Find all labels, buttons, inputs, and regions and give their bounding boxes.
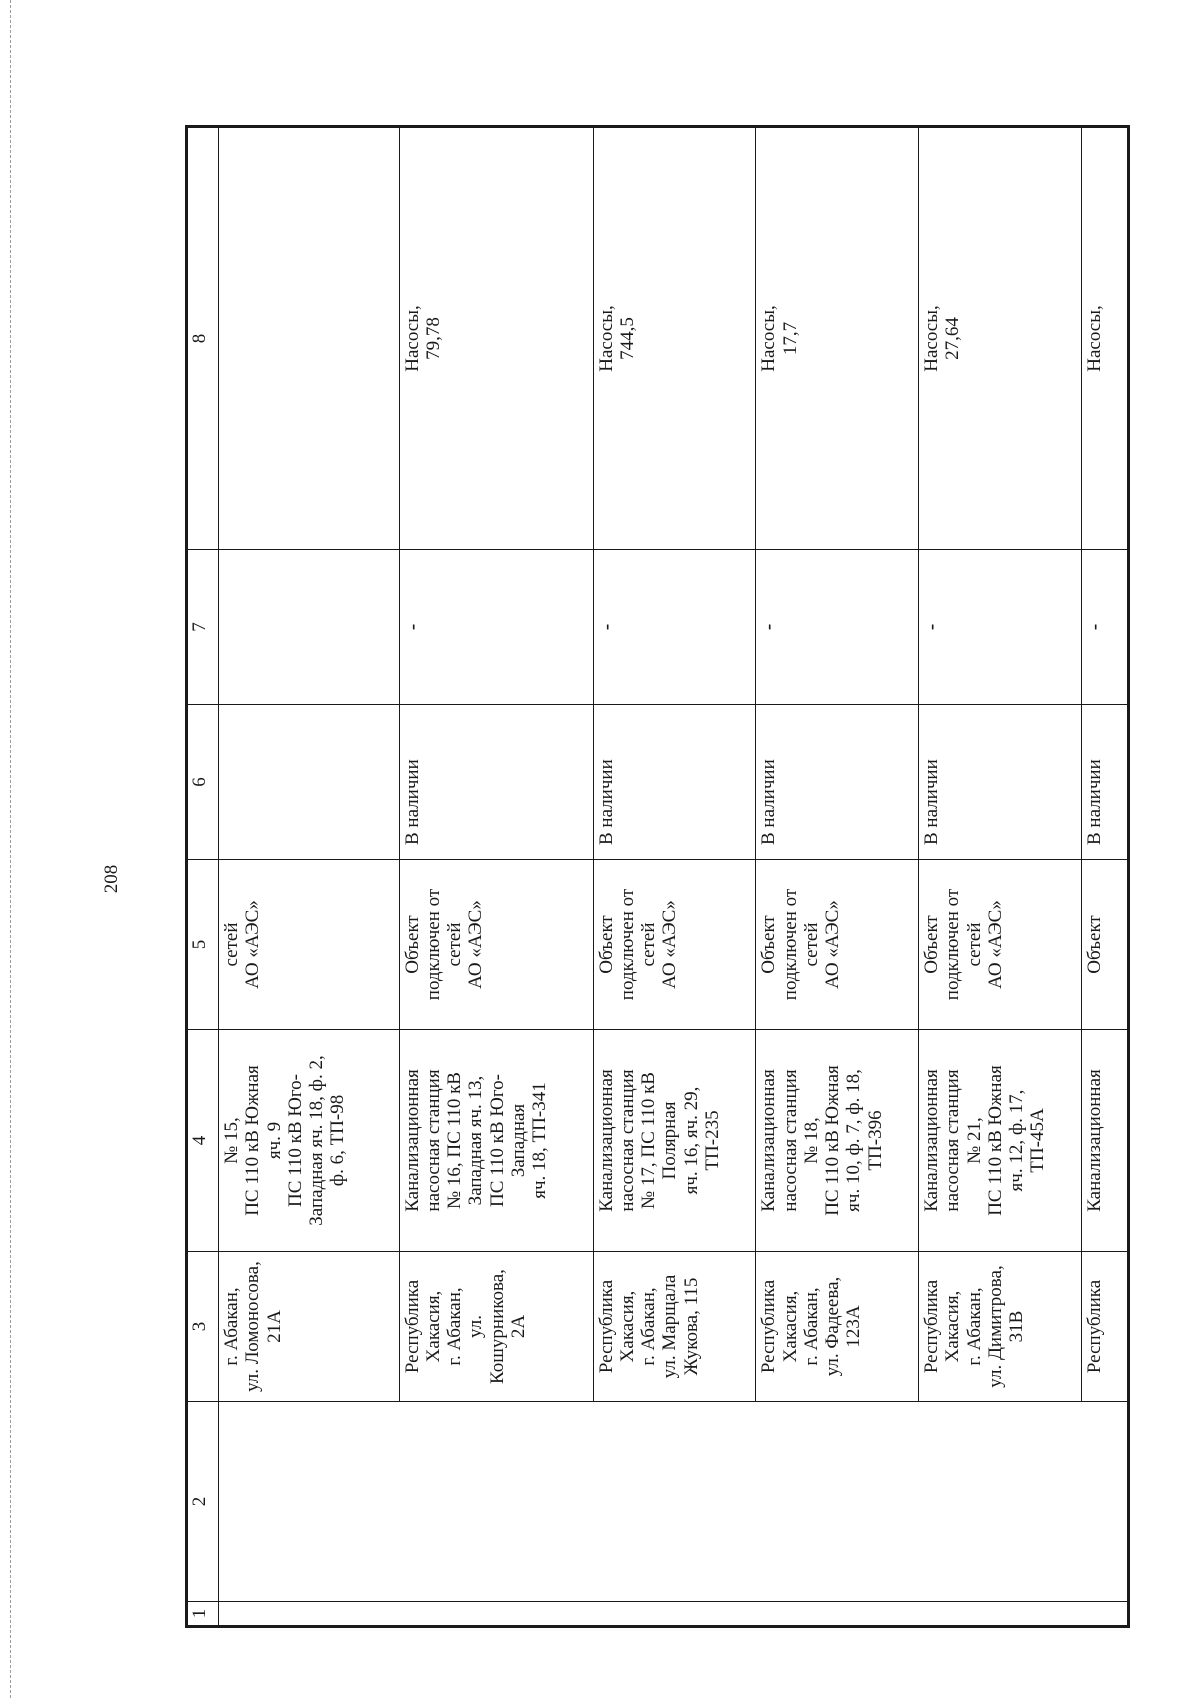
cell-text-line: 31В bbox=[1006, 1310, 1028, 1343]
cell-text-line: Объект bbox=[595, 915, 617, 974]
cell-text-line: № 17, ПС 110 кВ bbox=[638, 1072, 660, 1209]
cell-col-5 bbox=[756, 860, 919, 1030]
cell-text-line: Республика bbox=[401, 1279, 423, 1374]
cell-col-4 bbox=[756, 1030, 919, 1252]
column-header-2: 2 bbox=[187, 1402, 219, 1602]
cell-text-line: Полярная bbox=[659, 1101, 681, 1180]
cell-text-line: подключен от bbox=[422, 888, 444, 1001]
cell-text-line: насосная станция bbox=[779, 1069, 801, 1212]
column-header-1: 1 bbox=[187, 1602, 219, 1627]
cell-text-line: г. Абакан, bbox=[638, 1287, 660, 1366]
cell-text-line: Канализационная bbox=[758, 1069, 780, 1212]
cell-text-line: Канализационная bbox=[401, 1069, 423, 1212]
cell-text-line: Западная яч. 13, bbox=[465, 1075, 487, 1206]
cell-text-line: г. Абакан, bbox=[800, 1287, 822, 1366]
cell-col-1 bbox=[219, 1602, 400, 1627]
cell-col-7: - bbox=[756, 550, 919, 705]
scan-edge-line bbox=[10, 0, 11, 1698]
cell-text-line: 2А bbox=[507, 1314, 529, 1339]
cell-col-6 bbox=[219, 705, 400, 860]
cell-col-7: - bbox=[593, 550, 756, 705]
cell-col-5 bbox=[399, 860, 593, 1030]
cell-text-line: Хакасия, bbox=[616, 1290, 638, 1363]
cell-col-3 bbox=[1081, 1252, 1128, 1402]
cell-text-line: АО «АЭС» bbox=[984, 900, 1006, 989]
cell-text-line: ул. Марщала bbox=[659, 1274, 681, 1379]
cell-text-line: АО «АЭС» bbox=[465, 900, 487, 989]
cell-text-line: Республика bbox=[1083, 1279, 1105, 1374]
cell-text-line: Канализационная bbox=[595, 1069, 617, 1212]
cell-text-line: Канализационная bbox=[921, 1069, 943, 1212]
cell-col-2 bbox=[919, 1402, 1082, 1602]
cell-text-line: 27,64 bbox=[942, 317, 964, 360]
cell-col-3 bbox=[593, 1252, 756, 1402]
table-row bbox=[399, 127, 593, 1627]
cell-text-line: ул. Кошурникова, bbox=[465, 1269, 508, 1384]
cell-text-line: АО «АЭС» bbox=[822, 900, 844, 989]
table-row bbox=[1081, 127, 1128, 1627]
column-header-4: 4 bbox=[187, 1030, 219, 1252]
cell-text-line: Западная bbox=[507, 1103, 529, 1178]
cell-col-4 bbox=[593, 1030, 756, 1252]
cell-text-line: Насосы, bbox=[595, 305, 617, 372]
cell-text-line: яч. 16, яч. 29, bbox=[680, 1086, 702, 1195]
column-header-3: 3 bbox=[187, 1252, 219, 1402]
cell-col-2 bbox=[1081, 1402, 1128, 1602]
cell-text-line: сетей bbox=[638, 922, 660, 967]
table-body bbox=[219, 127, 1129, 1627]
cell-text-line: № 16, ПС 110 кВ bbox=[444, 1072, 466, 1209]
cell-text-line: Хакасия, bbox=[942, 1290, 964, 1363]
cell-col-8 bbox=[219, 127, 400, 550]
cell-text-line: ул. Димитрова, bbox=[984, 1265, 1006, 1388]
cell-col-5 bbox=[1081, 860, 1128, 1030]
cell-text-line: Жукова, 115 bbox=[680, 1277, 702, 1376]
cell-text-line: сетей bbox=[444, 922, 466, 967]
cell-col-7: - bbox=[399, 550, 593, 705]
cell-text-line: Объект bbox=[921, 915, 943, 974]
cell-col-1 bbox=[756, 1602, 919, 1627]
cell-text-line: Канализационная bbox=[1083, 1069, 1105, 1212]
cell-col-6: В наличии bbox=[593, 705, 756, 860]
cell-text-line: 744,5 bbox=[616, 317, 638, 360]
cell-text-line: Насосы, bbox=[401, 305, 423, 372]
cell-text-line: Насосы, bbox=[921, 305, 943, 372]
header-row bbox=[187, 127, 219, 1627]
column-header-5: 5 bbox=[187, 860, 219, 1030]
cell-text-line: сетей bbox=[963, 922, 985, 967]
cell-col-1 bbox=[593, 1602, 756, 1627]
cell-col-2 bbox=[219, 1402, 400, 1602]
cell-text-line: г. Абакан, bbox=[963, 1287, 985, 1366]
cell-text-line: ПС 110 кВ Юго- bbox=[486, 1073, 508, 1208]
cell-text-line: яч. 9 bbox=[263, 1121, 285, 1160]
cell-text-line: яч. 18, ТП-341 bbox=[529, 1082, 551, 1199]
cell-text-line: 21А bbox=[263, 1310, 285, 1343]
table-row bbox=[219, 127, 400, 1627]
cell-text-line: Объект bbox=[1083, 915, 1105, 974]
cell-text-line: Хакасия, bbox=[779, 1290, 801, 1363]
cell-col-1 bbox=[1081, 1602, 1128, 1627]
table-row bbox=[756, 127, 919, 1627]
column-header-6: 6 bbox=[187, 705, 219, 860]
cell-text-line: ПС 110 кВ Южная bbox=[822, 1065, 844, 1216]
cell-text-line: сетей bbox=[800, 922, 822, 967]
document-table bbox=[185, 125, 1130, 1628]
cell-text-line: яч. 10, ф. 7, ф. 18, bbox=[843, 1069, 865, 1212]
cell-col-7 bbox=[219, 550, 400, 705]
cell-text-line: АО «АЭС» bbox=[242, 900, 264, 989]
cell-col-4 bbox=[219, 1030, 400, 1252]
column-header-8: 8 bbox=[187, 127, 219, 550]
cell-text-line: 79,78 bbox=[422, 317, 444, 360]
document-table-rotated bbox=[185, 128, 1130, 1628]
cell-col-6: В наличии bbox=[399, 705, 593, 860]
cell-col-6: В наличии bbox=[919, 705, 1082, 860]
cell-text-line: Объект bbox=[401, 915, 423, 974]
cell-col-4 bbox=[399, 1030, 593, 1252]
cell-col-4 bbox=[1081, 1030, 1128, 1252]
cell-text-line: Республика bbox=[758, 1279, 780, 1374]
cell-text-line: ул. Ломоносова, bbox=[242, 1261, 264, 1392]
cell-text-line: 123А bbox=[843, 1305, 865, 1348]
cell-col-8 bbox=[1081, 127, 1128, 550]
cell-text-line: ТП-235 bbox=[702, 1110, 724, 1171]
cell-text-line: ПС 110 кВ Южная bbox=[984, 1065, 1006, 1216]
cell-col-3 bbox=[219, 1252, 400, 1402]
cell-text-line: 17,7 bbox=[779, 321, 801, 356]
cell-col-8 bbox=[593, 127, 756, 550]
cell-text-line: сетей bbox=[221, 922, 242, 967]
cell-text-line: ул. Фадеева, bbox=[822, 1276, 844, 1377]
cell-col-2 bbox=[399, 1402, 593, 1602]
cell-text-line: Объект bbox=[758, 915, 780, 974]
cell-text-line: ПС 110 кВ Юго- bbox=[284, 1073, 306, 1208]
cell-text-line: насосная станция bbox=[942, 1069, 964, 1212]
cell-text-line: ТП-45А bbox=[1027, 1108, 1049, 1173]
cell-text-line: ТП-396 bbox=[864, 1110, 886, 1171]
cell-col-4 bbox=[919, 1030, 1082, 1252]
cell-text-line: № 18, bbox=[800, 1117, 822, 1164]
cell-col-3 bbox=[919, 1252, 1082, 1402]
cell-col-7: - bbox=[919, 550, 1082, 705]
table-row bbox=[593, 127, 756, 1627]
cell-col-6: В наличии bbox=[1081, 705, 1128, 860]
cell-col-5 bbox=[919, 860, 1082, 1030]
cell-col-8 bbox=[919, 127, 1082, 550]
cell-text-line: Хакасия, bbox=[422, 1290, 444, 1363]
cell-col-2 bbox=[593, 1402, 756, 1602]
cell-col-1 bbox=[919, 1602, 1082, 1627]
cell-text-line: г. Абакан, bbox=[221, 1287, 242, 1366]
cell-text-line: Республика bbox=[595, 1279, 617, 1374]
cell-text-line: Насосы, bbox=[758, 305, 780, 372]
table-header bbox=[187, 127, 219, 1627]
column-header-7: 7 bbox=[187, 550, 219, 705]
cell-text-line: г. Абакан, bbox=[444, 1287, 466, 1366]
cell-text-line: насосная станция bbox=[422, 1069, 444, 1212]
cell-text-line: подключен от bbox=[942, 888, 964, 1001]
cell-text-line: № 15, bbox=[221, 1117, 242, 1164]
cell-text-line: яч. 12, ф. 17, bbox=[1006, 1089, 1028, 1192]
cell-text-line: ПС 110 кВ Южная bbox=[242, 1065, 264, 1216]
cell-text-line: Республика bbox=[921, 1279, 943, 1374]
cell-col-8 bbox=[399, 127, 593, 550]
cell-col-5 bbox=[219, 860, 400, 1030]
cell-col-1 bbox=[399, 1602, 593, 1627]
cell-col-8 bbox=[756, 127, 919, 550]
cell-text-line: ф. 6, ТП-98 bbox=[327, 1094, 349, 1187]
cell-text-line: Западная яч. 18, ф. 2, bbox=[306, 1055, 328, 1226]
cell-col-2 bbox=[756, 1402, 919, 1602]
cell-text-line: № 21, bbox=[963, 1117, 985, 1164]
cell-text-line: насосная станция bbox=[616, 1069, 638, 1212]
table-row bbox=[919, 127, 1082, 1627]
cell-col-3 bbox=[399, 1252, 593, 1402]
cell-col-3 bbox=[756, 1252, 919, 1402]
cell-text-line: АО «АЭС» bbox=[659, 900, 681, 989]
cell-text-line: подключен от bbox=[616, 888, 638, 1001]
cell-col-5 bbox=[593, 860, 756, 1030]
cell-col-7: - bbox=[1081, 550, 1128, 705]
page-number: 208 bbox=[101, 864, 122, 894]
cell-text-line: Насосы, bbox=[1083, 305, 1105, 372]
cell-text-line: подключен от bbox=[779, 888, 801, 1001]
cell-col-6: В наличии bbox=[756, 705, 919, 860]
